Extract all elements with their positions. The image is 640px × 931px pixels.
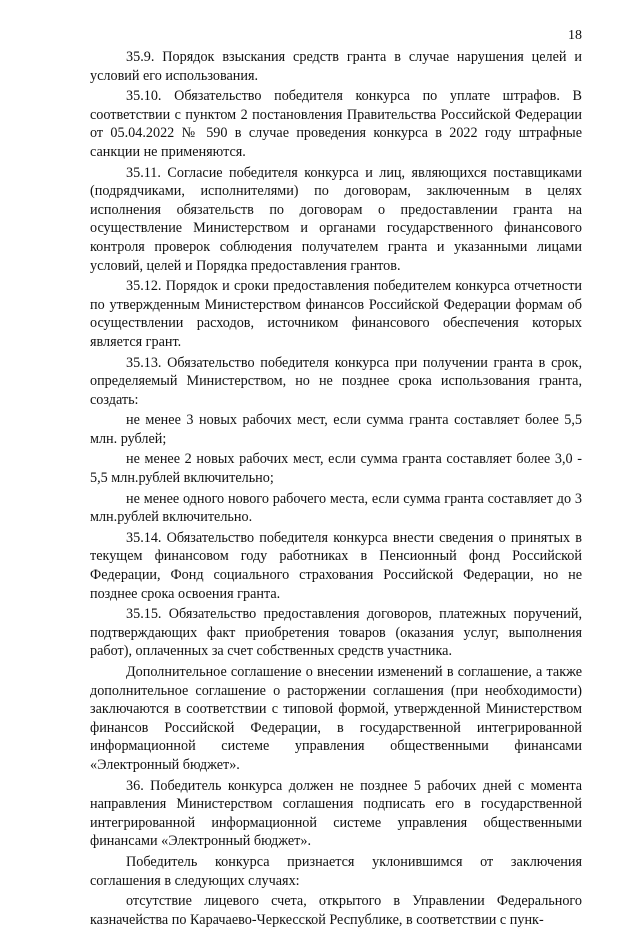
paragraph-additional-agreement: Дополнительное соглашение о внесении изменений в соглашение, а также дополнительное соглашение о расторжении соглашения (при необходимости) заключаются в соответствии с типовой формой, утвержденной Министерством финансов Российской Федерации, в государственной интегрированной информационной системе управления общественными финансами «Электронный бюджет». [90, 664, 582, 773]
paragraph-36: 36. Победитель конкурса должен не позднее 5 рабочих дней с момента направления Министерством соглашения подписать его в государственной интегрированной информационной системе управления общественными финансами «Электронный бюджет». [90, 777, 582, 850]
paragraph-35-10: 35.10. Обязательство победителя конкурса по уплате штрафов. В соответствии с пунктом 2 постановления Правительства Российской Федерации от 05.04.2022 № 590 в случае проведения конкурса в 2022 году штрафные санкции не применяются. [90, 88, 582, 160]
page-number: 18 [568, 28, 582, 43]
paragraph-jobs-2: не менее 2 новых рабочих мест, если сумма гранта составляет более 3,0 - 5,5 млн.рублей включительно; [90, 451, 582, 487]
paragraph-35-14: 35.14. Обязательство победителя конкурса внести сведения о принятых в текущем финансовом году работниках в Пенсионный фонд Российской Федерации, Фонд социального страхования Российской Федерации, но не позднее срока освоения гранта. [90, 529, 582, 602]
paragraph-35-12: 35.12. Порядок и сроки предоставления победителем конкурса отчетности по утвержденным Министерством финансов Российской Федерации формам об осуществлении расходов, источником финансового обеспечения которых является грант. [90, 278, 582, 350]
paragraph-35-15: 35.15. Обязательство предоставления договоров, платежных поручений, подтверждающих факт приобретения товаров (оказания услуг, выполнения работ), оплаченных за счет собственных средств участника. [90, 606, 582, 660]
paragraph-no-account: отсутствие лицевого счета, открытого в Управлении Федерального казначейства по Карачаево-Черкесской Республике, в соответствии с пунк- [90, 893, 582, 928]
paragraph-evasion: Победитель конкурса признается уклонившимся от заключения соглашения в следующих случаях: [90, 853, 582, 889]
document-body [90, 48, 582, 931]
paragraph-jobs-3: не менее 3 новых рабочих мест, если сумма гранта составляет более 5,5 млн. рублей; [90, 412, 582, 447]
paragraph-35-13: 35.13. Обязательство победителя конкурса при получении гранта в срок, определяемый Министерством, но не позднее срока использования гранта, создать: [90, 354, 582, 408]
paragraph-jobs-1: не менее одного нового рабочего места, если сумма гранта составляет до 3 млн.рублей включительно. [90, 490, 582, 526]
paragraph-35-9: 35.9. Порядок взыскания средств гранта в случае нарушения целей и условий его использования. [90, 49, 582, 84]
paragraph-35-11: 35.11. Согласие победителя конкурса и лиц, являющихся поставщиками (подрядчиками, исполнителями) по договорам, заключенным в целях исполнения обязательств по договорам о предоставлении гранта на осуществление Министерством и органами государственного финансового контроля проверок соблюдения получателем гранта и указанными лицами условий, целей и Порядка предоставления грантов. [90, 164, 582, 274]
